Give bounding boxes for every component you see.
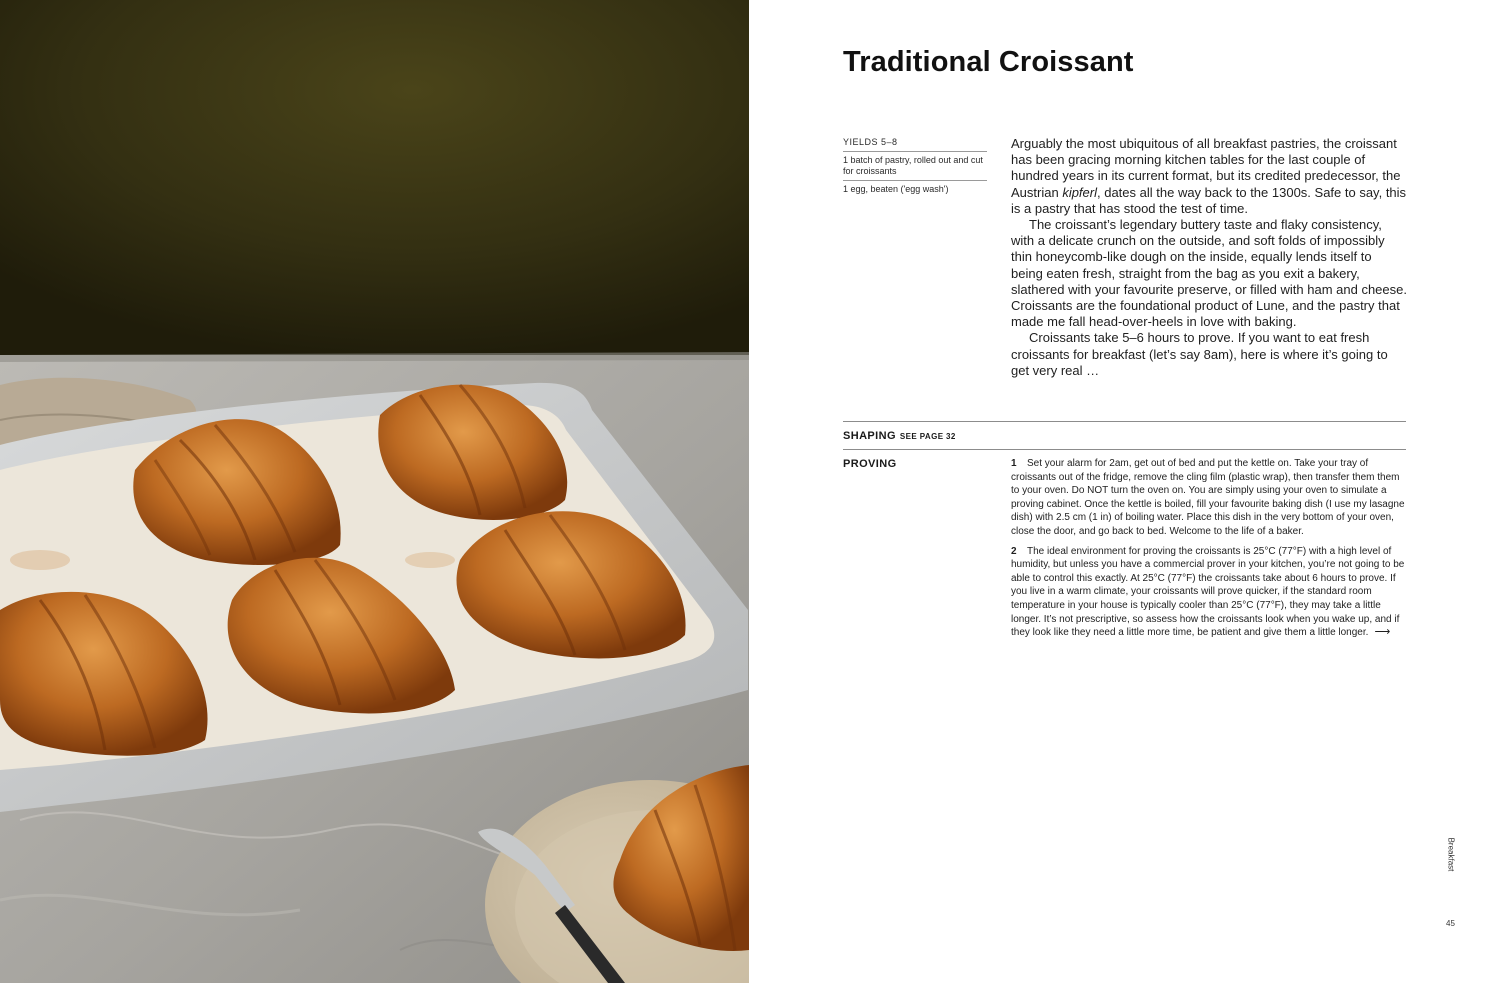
section-divider xyxy=(843,449,1406,450)
section-divider xyxy=(843,421,1406,422)
yields-label: YIELDS 5–8 xyxy=(843,137,987,152)
step-text: The ideal environment for proving the croissants is 25°C (77°F) with a high level of humidity, but unless you have a commercial prover in your kitchen, you’re not going to be able to control this exactly. At 25°C (77°F) the croissants take about 6 hours to prove. If you live in a warm climate, your croissants will prove quicker, if the standard room temperature in your house is typically cooler than 25°C (77°F), they may take a little longer. It’s not prescriptive, so assess how the croissants look when you wake up, and if they look like they need a little more time, be patient and give them a little longer. xyxy=(1011,545,1405,639)
photo-wall xyxy=(0,0,749,360)
proving-steps xyxy=(1011,457,1407,646)
shaping-heading xyxy=(843,430,956,442)
intro-paragraph: Croissants take 5–6 hours to prove. If you want to eat fresh croissants for breakfast (let’s say 8am), here is where it’s going to get very real … xyxy=(1011,330,1388,378)
ingredients-panel xyxy=(843,137,987,198)
intro-text-run: , dates all the way back to the 1300s. Safe to say, this is a pastry that has stood the test of time. xyxy=(1011,184,1407,216)
intro-text xyxy=(1011,136,1407,379)
see-page-reference: SEE PAGE 32 xyxy=(899,432,956,441)
croissants-photo xyxy=(0,0,749,983)
intro-emphasis: kipferl xyxy=(1062,184,1097,200)
intro-paragraph xyxy=(1011,136,1407,217)
ingredient-item: 1 egg, beaten ('egg wash') xyxy=(843,184,949,194)
step-number: 2 xyxy=(1011,545,1017,557)
intro-paragraph: The croissant’s legendary buttery taste and flaky consistency, with a delicate crunch on the outside, and soft folds of impossibly thin honeycomb-like dough on the inside, equally lends itself to being eaten fresh, straight from the bag as you exit a bakery, slathered with your favourite preserve, or filled with ham and cheese. Croissants are the foundational product of Lune, and the pastry that made me fall head-over-heels in love with baking. xyxy=(1011,217,1407,330)
recipe-title: Traditional Croissant xyxy=(843,46,1134,78)
running-head: Breakfast xyxy=(1446,837,1456,872)
continue-arrow-icon: ⟶ xyxy=(1374,626,1391,639)
shaping-label: SHAPING xyxy=(843,430,896,442)
step-item xyxy=(1011,457,1407,539)
step-number: 1 xyxy=(1011,458,1017,469)
step-item xyxy=(1011,545,1407,640)
proving-heading: PROVING xyxy=(843,458,897,470)
page-number: 45 xyxy=(1446,919,1455,928)
intro-text-run: Arguably the most ubiquitous of all breakfast pastries, the croissant has been gracing morning kitchen tables for the last couple of hundred years in its current format, but its credited predecessor, the Austrian xyxy=(1011,136,1401,200)
ingredient-item: 1 batch of pastry, rolled out and cut for croissants xyxy=(843,152,987,181)
step-text: Set your alarm for 2am, get out of bed and put the kettle on. Take your tray of croissants out of the fridge, remove the cling film (plastic wrap), then transfer them them to your oven. Do NOT turn the oven on. You are simply using your oven to simulate a proving cabinet. Once the kettle is boiled, fill your favourite baking dish (I use my lasagne dish) with 2.5 cm (1 in) of boiling water. Place this dish in the very bottom of your oven, close the door, and go back to bed. Welcome to the life of a baker. xyxy=(1011,458,1405,537)
